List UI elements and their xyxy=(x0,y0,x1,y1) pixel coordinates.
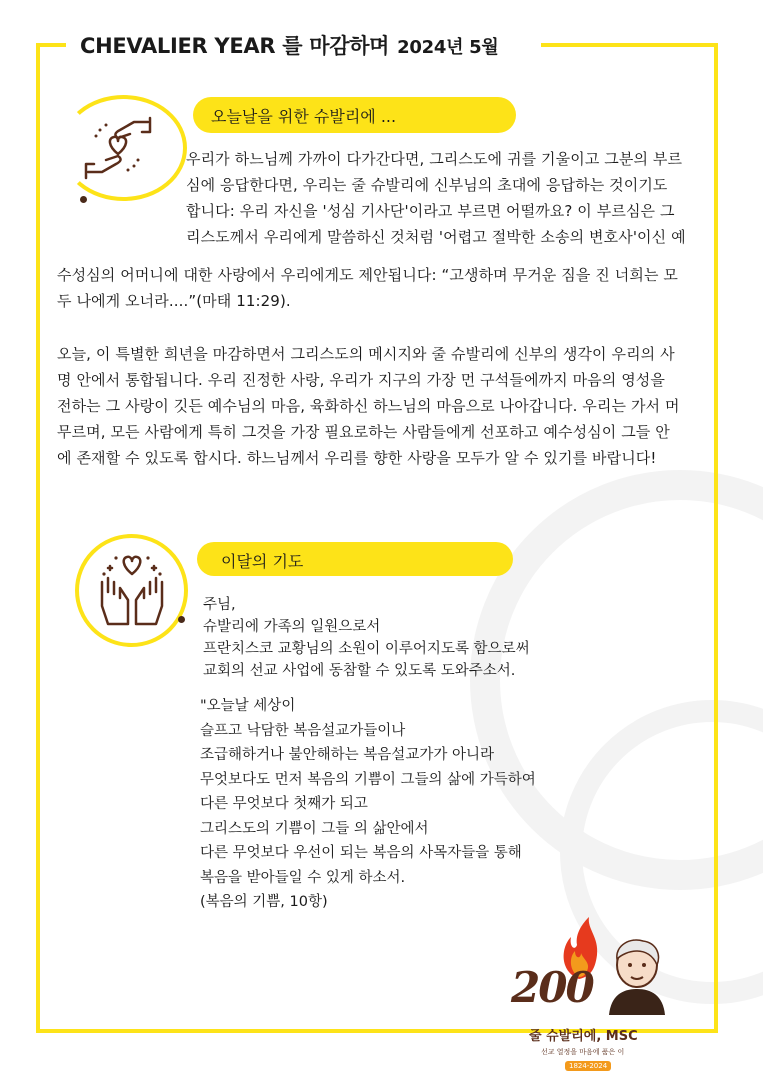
chevalier-portrait-icon xyxy=(601,935,671,1015)
logo-name: 줄 슈발리에, MSC xyxy=(529,1029,638,1044)
prayer-line: 무엇보다도 먼저 복음의 기쁨이 그들의 삶에 가득하여 xyxy=(200,771,536,788)
text-line: 합니다: 우리 자신을 '성심 기사단'이라고 부르면 어떨까요? 이 부르심은 그 xyxy=(186,202,675,220)
text-line: 명 안에서 통합됩니다. 우리 진정한 사랑, 우리가 지구의 가장 먼 구석들에까지 마음의 영성을 xyxy=(57,371,665,389)
text-line: 무르며, 모든 사람에게 특히 그것을 가장 필요로하는 사람들에게 선포하고 예수성심이 그들 안 xyxy=(57,423,670,441)
prayer-line: 복음을 받아들일 수 있게 하소서. xyxy=(200,869,406,886)
prayer-line: 교회의 선교 사업에 동참할 수 있도록 도와주소서. xyxy=(203,663,516,679)
bicentenary-logo xyxy=(505,915,685,1075)
text-line: 심에 응답한다면, 우리는 줄 슈발리에 신부님의 초대에 응답하는 것이기도 xyxy=(186,176,668,194)
prayer-line: 그리스도의 기쁨이 그들 의 삶안에서 xyxy=(200,820,429,837)
text-line: 오늘, 이 특별한 희년을 마감하면서 그리스도의 메시지와 줄 슈발리에 신부의 생각이 우리의 사 xyxy=(57,345,675,363)
logo-number: 200 xyxy=(511,963,593,1012)
prayer-line: 주님, xyxy=(203,597,236,613)
text-line: 리스도께서 우리에게 말씀하신 것처럼 '어렵고 절박한 소송의 변호사'이신 예 xyxy=(186,228,686,246)
prayer-line: (복음의 기쁨, 10항) xyxy=(200,894,328,910)
prayer-intro xyxy=(203,594,530,682)
section1-paragraph-mid xyxy=(57,262,678,314)
prayer-line: 조급해하거나 불안해하는 복음설교가가 아니라 xyxy=(200,747,494,763)
section1-paragraph-top xyxy=(186,146,686,250)
section1-paragraph-bottom xyxy=(57,341,680,471)
text-line: 수성심의 어머니에 대한 사랑에서 우리에게도 제안됩니다: “고생하며 무거운 짐을 진 너희는 모 xyxy=(57,266,678,284)
hands-heart-icon xyxy=(78,112,158,184)
title-date: 2024년 5월 xyxy=(397,37,499,58)
text-line: 에 존재할 수 있도록 합시다. 하느님께서 우리를 향한 사랑을 모두가 알 수 있기를 바랍니다! xyxy=(57,449,657,467)
prayer-line: 다른 무엇보다 첫째가 되고 xyxy=(200,796,368,812)
prayer-line: 슈발리에 가족의 일원으로서 xyxy=(203,619,381,635)
logo-tagline: 선교 열정을 마음에 품은 이 xyxy=(541,1048,625,1056)
prayer-line: 다른 무엇보다 우선이 되는 복음의 사목자들을 통해 xyxy=(200,845,522,861)
section2-heading-text: 이달의 기도 xyxy=(221,552,304,571)
text-line: 전하는 그 사랑이 깃든 예수님의 마음, 육화하신 하느님의 마음으로 나아갑니다. 우리는 가서 머 xyxy=(57,397,680,415)
title-text: CHEVALIER YEAR 를 마감하며 xyxy=(80,34,390,58)
section1-heading-text: 오늘날을 위한 슈발리에 ... xyxy=(211,107,397,126)
circle-dot xyxy=(178,616,185,623)
prayer-line: 슬프고 낙담한 복음설교가들이나 xyxy=(200,722,406,739)
logo-years: 1824-2024 xyxy=(565,1061,611,1071)
circle-dot xyxy=(80,196,87,203)
text-line: 우리가 하느님께 가까이 다가간다면, 그리스도에 귀를 기울이고 그분의 부르 xyxy=(186,150,683,168)
praying-hands-heart-icon xyxy=(94,548,170,630)
page-title xyxy=(80,30,498,60)
section2-heading xyxy=(197,542,513,576)
section1-heading xyxy=(193,97,516,133)
text-line: 두 나에게 오너라....”(마태 11:29). xyxy=(57,292,291,310)
prayer-line: "오늘날 세상이 xyxy=(200,698,296,714)
prayer-quote xyxy=(200,694,536,915)
prayer-line: 프란치스코 교황님의 소원이 이루어지도록 함으로써 xyxy=(203,641,530,657)
